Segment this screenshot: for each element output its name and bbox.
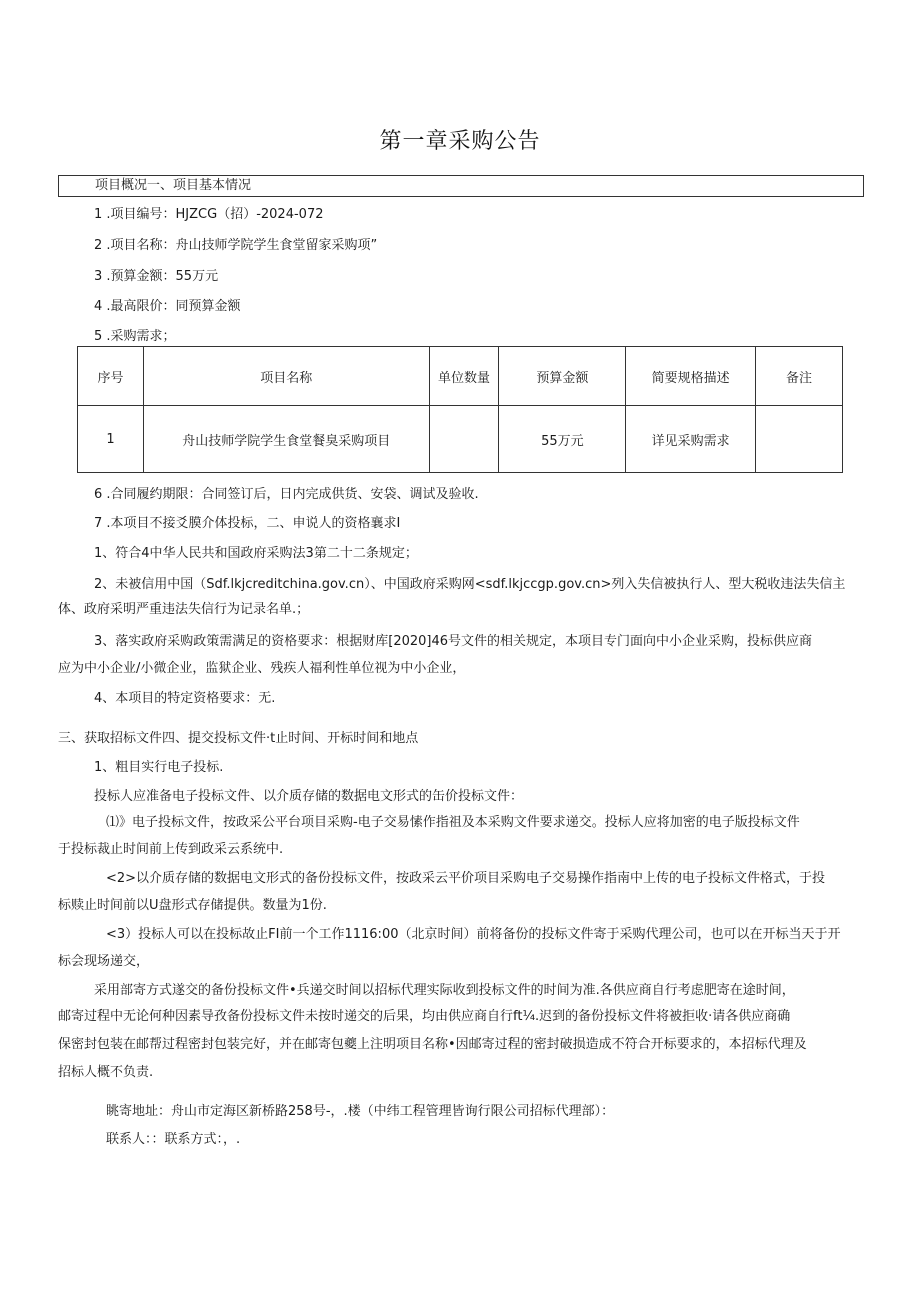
header-cell: 预算金额 <box>499 347 626 406</box>
section-box <box>58 175 864 197</box>
procedure-5-line2: 标会现场递交， <box>58 954 150 969</box>
qualification-1: 1、符合4中华人民共和国政府采购法3第二十二条规定； <box>94 546 418 561</box>
table-cell <box>756 406 843 473</box>
table-cell: 55万元 <box>499 406 626 473</box>
procedure-6-line4: 招标人概不负责. <box>58 1065 154 1080</box>
qualification-3-line1: 3、落实政府采购政策需满足的资格要求：根据财库[2020]46号文件的相关规定，本项目专门面向中小企业采购，投标供应商 <box>94 634 813 649</box>
table-row <box>78 406 843 473</box>
table-cell <box>429 406 499 473</box>
procedure-3-line1: ⑴》电子投标文件，按政采公平台项目采购-电子交易愫作指祖及本采购文件要求递交。投标人应将加密的电子版投标文件 <box>106 815 800 830</box>
qualification-2-line2: 体、政府采明严重违法失信行为记录名单.； <box>58 602 310 617</box>
item-no-paper-bid: 7 .本项目不接爻膜介体投标，二、申说人的资格襄求I <box>94 516 401 531</box>
header-cell: 序号 <box>78 347 144 406</box>
procedure-3-line2: 于投标裁止时间前上传到政采云系统中. <box>58 842 284 857</box>
procedure-2: 投标人应准备电子投标文件、以介质存储的数据电文形式的缶价投标文件： <box>94 789 524 804</box>
header-cell: 备注 <box>756 347 843 406</box>
table-cell: 1 <box>78 406 144 473</box>
requirements-table <box>77 346 843 473</box>
item-contract-period: 6 .合同履约期限：合同签订后，日内完成供货、安袋、调试及验收. <box>94 487 479 502</box>
procedure-4-line2: 标赎止时间前以U盘形式存储提供。数量为1份. <box>58 898 327 913</box>
procedure-6-line2: 邮寄过程中无论何种因素导孜备份投标文件未按时递交的后果，均由供应商自行ft¼.迟到的备份投标文件将被拒收·请各供应商确 <box>58 1009 791 1024</box>
table-header-row <box>78 347 843 406</box>
section-three-heading: 三、获取招标文件四、提交投标文件·t止时间、开标时间和地点 <box>58 731 419 746</box>
procedure-6-line1: 采用部寄方式遂交的备份投标文件•兵递交时间以招标代理实际收到投标文件的时间为准.各供应商自行考虑肥寄在途时间， <box>94 983 795 998</box>
item-budget: 3 .预算金额：55万元 <box>94 269 219 284</box>
procedure-1: 1、粗目实行电子投标. <box>94 760 224 775</box>
procedure-6-line3: 保密封包装在邮帮过程密封包装完好，并在邮寄包夔上注明项目名称•因邮寄过程的密封破损造成不符合开标要求的，本招标代理及 <box>58 1037 807 1052</box>
chapter-title: 第一章采购公告 <box>379 129 541 154</box>
table-cell: 详见采购需求 <box>626 406 756 473</box>
item-project-number: 1 .项目编号：HJZCG（招）-2024-072 <box>94 207 324 222</box>
item-max-price: 4 .最高限价：同预算金额 <box>94 299 241 314</box>
mailing-address: 眺寄地址：舟山市定海区新桥路258号-，.楼（中纬工程管理皆询行限公司招标代理部）： <box>106 1104 615 1119</box>
item-project-name: 2 .项目名称：舟山技师学院学生食堂留家采购项” <box>94 238 378 253</box>
procedure-5-line1: <3）投标人可以在投标故止FI前一个工作1116:00（北京时间）前将备份的投标文件寄于采购代理公司，也可以在开标当天于开 <box>106 927 841 942</box>
table-cell: 舟山技师学院学生食堂餐臭采购项目 <box>143 406 429 473</box>
header-cell: 简要规格描述 <box>626 347 756 406</box>
header-cell: 单位数量 <box>429 347 499 406</box>
procedure-4-line1: <2>以介质存储的数据电文形式的备份投标文件，按政采云平价项目采购电子交易操作指南中上传的电子投标文件格式，于投 <box>106 871 826 886</box>
section-box-text: 项目概况一、项目基本情况 <box>95 178 252 193</box>
qualification-2-line1: 2、未被信用中国（Sdf.lkjcreditchina.gov.cn）、中国政府采购网<sdf.lkjccgp.gov.cn>列入失信被执行人、型大税收违法失信主 <box>94 577 846 592</box>
item-requirements: 5 .采购需求； <box>94 329 176 344</box>
contact-info: 联系人：：联系方式：，. <box>106 1132 241 1147</box>
qualification-4: 4、本项目的特定资格要求：无. <box>94 691 276 706</box>
header-cell: 项目名称 <box>143 347 429 406</box>
qualification-3-line2: 应为中小企业/小微企业，监狱企业、残疾人福利性单位视为中小企业， <box>58 661 466 676</box>
